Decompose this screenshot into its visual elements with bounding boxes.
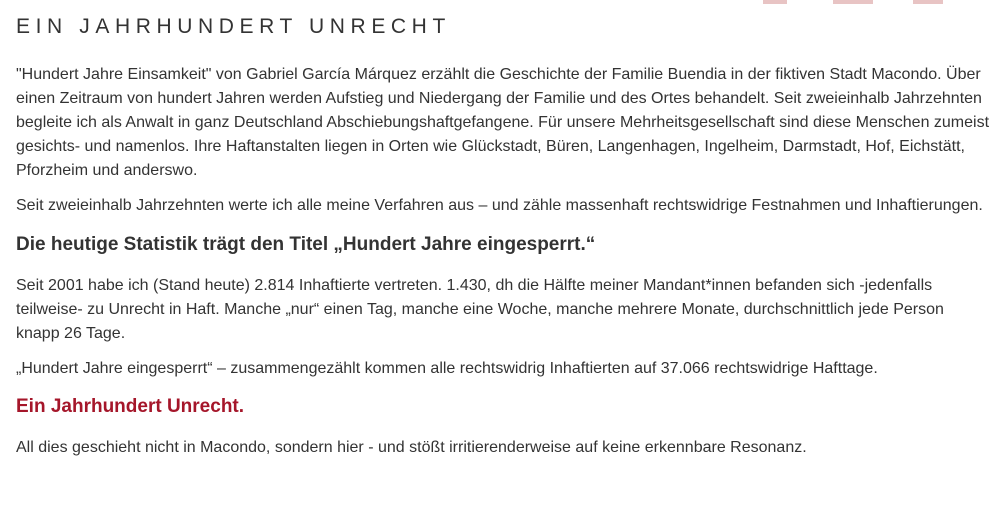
article-body [16,0,991,460]
paragraph-intro: "Hundert Jahre Einsamkeit" von Gabriel García Márquez erzählt die Geschichte der Familie Buendia in der fiktiven Stadt Macondo. Über einen Zeitraum von hundert Jahren werden Aufstieg und Niedergang der Familie und des Ortes behandelt. Seit zweieinhalb Jahrzehnten begleite ich als Anwalt in ganz Deutschland Abschiebungshaftgefangene. Für unsere Mehrheitsgesellschaft sind diese Menschen zumeist gesichts- und namenlos. Ihre Haftanstalten liegen in Orten wie Glückstadt, Büren, Langenhagen, Ingelheim, Darmstadt, Hof, Eichstätt, Pforzheim und anderswo. [16,66,990,179]
paragraph-total-days: „Hundert Jahre eingesperrt“ – zusammengezählt kommen alle rechtswidrig Inhaftierten auf 37.066 rechtswidrige Hafttage. [16,360,878,377]
article-title: EIN JAHRHUNDERT UNRECHT [16,15,451,38]
highlight-heading: Ein Jahrhundert Unrecht. [16,396,245,417]
paragraph-evaluation: Seit zweieinhalb Jahrzehnten werte ich alle meine Verfahren aus – und zähle massenhaft rechtswidrige Festnahmen und Inhaftierungen. [16,197,983,214]
paragraph-conclusion: All dies geschieht nicht in Macondo, sondern hier - und stößt irritierenderweise auf keine erkennbare Resonanz. [16,439,807,456]
statistics-subheading: Die heutige Statistik trägt den Titel „Hundert Jahre eingesperrt.“ [16,234,596,255]
paragraph-statistics: Seit 2001 habe ich (Stand heute) 2.814 Inhaftierte vertreten. 1.430, dh die Hälfte meiner Mandant*innen befanden sich -jedenfalls teilweise- zu Unrecht in Haft. Manche „nur“ einen Tag, manche eine Woche, manche mehrere Monate, durchschnittlich jede Person knapp 26 Tage. [16,277,944,342]
